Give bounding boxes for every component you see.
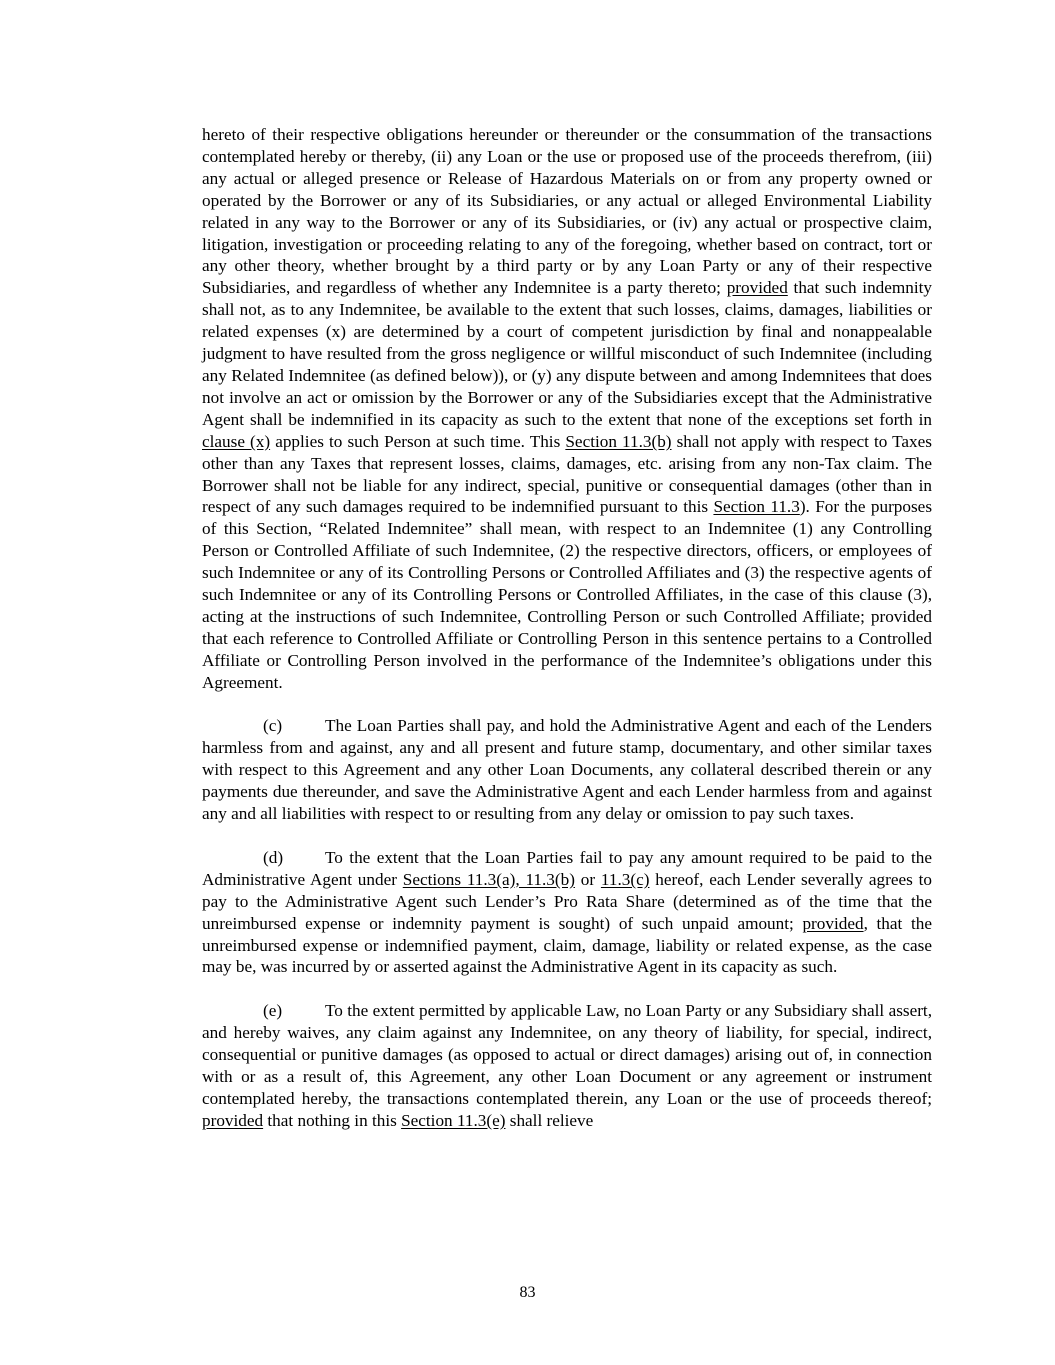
text-run: , that the unreimbursed expense or indemnified payment, claim, damage, liability or related expense, as the case may be, was incurred by or asserted against the Administrative Agent in its capacity as such. <box>202 913 932 977</box>
underlined-reference: Section 11.3(e) <box>401 1110 506 1130</box>
text-run: hereof, each Lender severally agrees to pay to the Administrative Agent such Lender’s Pro Rata Share (determined as of the time that the unreimbursed expense or indemnity payment is sought) of such unpaid amount; <box>202 869 932 933</box>
paragraph-label: (d) <box>263 847 284 867</box>
text-run: shall relieve <box>505 1110 594 1130</box>
underlined-reference: Section 11.3 <box>713 497 800 517</box>
underlined-reference: clause (x) <box>202 431 271 451</box>
text-run: To the extent that the Loan Parties fail to pay any amount required to be paid to the Administrative Agent under <box>202 847 932 889</box>
paragraph-label: (c) <box>263 716 283 736</box>
text-run: or <box>574 869 601 889</box>
paragraph-d <box>202 847 932 978</box>
paragraph-e <box>202 1000 932 1131</box>
page-number: 83 <box>519 1284 536 1301</box>
text-run: To the extent permitted by applicable Law, no Loan Party or any Subsidiary shall assert, and hereby waives, any claim against any Indemnitee, on any theory of liability, for special, indirect, consequential or punitive damages (as opposed to actual or direct damages) arising out of, in connection with or as a result of, this Agreement, any other Loan Document or any agreement or instrument contemplated hereby, the transactions contemplated therein, any Loan or the use of proceeds thereof; <box>202 1001 932 1108</box>
text-run: ). For the purposes of this Section, “Related Indemnitee” shall mean, with respect to an Indemnitee (1) any Controlling Person or Controlled Affiliate of such Indemnitee, (2) the respective directors, officers, or employees of such Indemnitee or any of its Controlling Persons or Controlled Affiliates and (3) the respective agents of such Indemnitee or any of its Controlling Persons or Controlled Affiliates, in the case of this clause (3), acting at the instructions of such Indemnitee, Controlling Person or such Controlled Affiliate; provided that each reference to Controlled Affiliate or Controlling Person in this sentence pertains to a Controlled Affiliate or Controlling Person involved in the performance of the Indemnitee’s obligations under this Agreement. <box>202 497 933 692</box>
text-run: that nothing in this <box>263 1110 402 1130</box>
text-run: applies to such Person at such time. This <box>270 431 566 451</box>
underlined-reference: Section 11.3(b) <box>565 431 672 451</box>
underlined-reference: Sections 11.3(a), 11.3(b) <box>402 869 575 889</box>
text-run: shall not apply with respect to Taxes other than any Taxes that represent losses, claims, damages, etc. arising from any non-Tax claim. The Borrower shall not be liable for any indirect, special, punitive or consequential damages (other than in respect of any such damages required to be indemnified pursuant to this <box>202 431 932 517</box>
document-body <box>202 124 932 1132</box>
underlined-reference: provided <box>202 1110 264 1130</box>
paragraph-c <box>202 715 932 825</box>
paragraph-continuation <box>202 124 932 694</box>
paragraph-label: (e) <box>263 1001 283 1021</box>
text-run: that such indemnity shall not, as to any Indemnitee, be available to the extent that such losses, claims, damages, liabilities or related expenses (x) are determined by a court of competent jurisdiction by final and nonappealable judgment to have resulted from the gross negligence or willful misconduct of such Indemnitee (including any Related Indemnitee (as defined below)), or (y) any dispute between and among Indemnitees that does not involve an act or omission by the Borrower or any of the Subsidiaries except that the Administrative Agent shall be indemnified in its capacity as such to the extent that none of the exceptions set forth in <box>202 278 932 429</box>
text-run: hereto of their respective obligations hereunder or thereunder or the consummation of the transactions contemplated hereby or thereby, (ii) any Loan or the use or proposed use of the proceeds therefrom, (iii) any actual or alleged presence or Release of Hazardous Materials on or from any property owned or operated by the Borrower or any of its Subsidiaries, or any actual or alleged Environmental Liability related in any way to the Borrower or any of its Subsidiaries, or (iv) any actual or prospective claim, litigation, investigation or proceeding relating to any of the foregoing, whether based on contract, tort or any other theory, whether brought by a third party or by any Loan Party or any of their respective Subsidiaries, and regardless of whether any Indemnitee is a party thereto; <box>202 125 932 298</box>
underlined-reference: 11.3(c) <box>600 869 650 889</box>
underlined-reference: provided <box>726 278 788 298</box>
underlined-reference: provided <box>802 913 864 933</box>
text-run: The Loan Parties shall pay, and hold the Administrative Agent and each of the Lenders harmless from and against, any and all present and future stamp, documentary, and other similar taxes with respect to this Agreement and any other Loan Documents, any collateral described therein or any payments due thereunder, and save the Administrative Agent and each Lender harmless from and against any and all liabilities with respect to or resulting from any delay or omission to pay such taxes. <box>202 716 932 824</box>
